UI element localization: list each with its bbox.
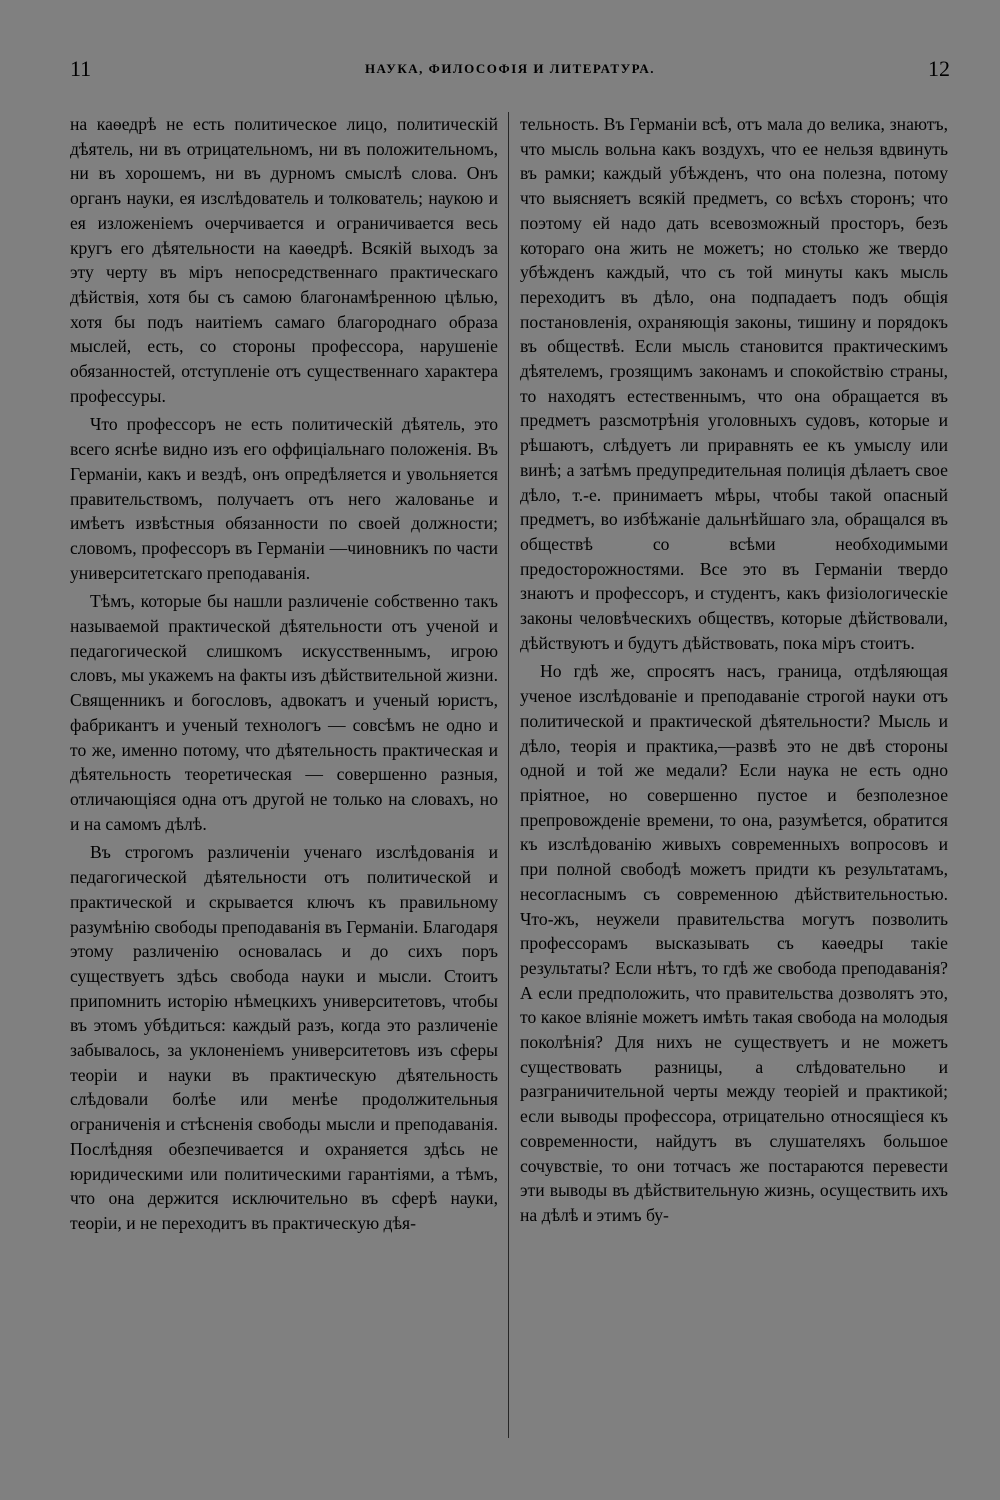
running-header <box>70 56 950 86</box>
column-divider <box>508 112 509 1438</box>
paragraph: Что профессоръ не есть политическій дѣятель, это всего яснѣе видно изъ его оффиціальнаго положенія. Въ Германіи, какъ и вездѣ, онъ опредѣляется и увольняется правительствомъ, получаетъ отъ него жалованье и имѣетъ извѣстныя обязанности по своей должности; словомъ, профессоръ въ Германіи —чиновникъ по части университетскаго преподаванія. <box>70 414 498 583</box>
right-column <box>520 112 948 1228</box>
paragraph: тельность. Въ Германіи всѣ, отъ мала до велика, знаютъ, что мысль вольна какъ воздухъ, что ее нельзя вдвинуть въ рамки; каждый убѣжденъ, что она полезна, потому что выясняетъ всякій предметъ, со всѣхъ сторонъ; что поэтому ей надо дать всевозможный просторъ, безъ котораго она жить не можетъ; но столько же твердо убѣжденъ каждый, что съ той минуты какъ мысль переходитъ въ дѣло, она подпадаетъ подъ общія постановленія, охраняющія законы, тишину и порядокъ въ обществѣ. Если мысль становится практическимъ дѣятелемъ, грозящимъ законамъ и спокойствію страны, то находятъ естественнымъ, что она обращается въ предметъ разсмотрѣнія уголовныхъ судовъ, которые и рѣшаютъ, слѣдуетъ ли приравнять ее къ умыслу или винѣ; а затѣмъ предупредительная полиція дѣлаетъ свое дѣло, т.-е. принимаетъ мѣры, чтобы такой опасный предметъ, во избѣжаніе дальнѣйшаго зла, обращался въ обществѣ со всѣми необходимыми предосторожностями. Все это въ Германіи твердо знаютъ и профессоръ, и студентъ, какъ физіологическіе законы человѣческихъ обществъ, которые дѣйствовали, дѣйствуютъ и будутъ дѣйствовать, пока міръ стоитъ. <box>520 114 948 653</box>
paragraph: Тѣмъ, которые бы нашли различеніе собственно такъ называемой практической дѣятельности отъ ученой и педагогической слишкомъ искусственнымъ, игрою словъ, мы укажемъ на факты изъ дѣйствительной жизни. Священникъ и богословъ, адвокатъ и ученый юристъ, фабрикантъ и ученый технологъ — совсѣмъ не одно и то же, именно потому, что дѣятельность практическая и дѣятельность теоретическая — совершенно разныя, отличающіяся одна отъ другой не только на словахъ, но и на самомъ дѣлѣ. <box>70 591 498 834</box>
left-column <box>70 112 498 1236</box>
paragraph: на каѳедрѣ не есть политическое лицо, политическій дѣятель, ни въ отрицательномъ, ни въ положительномъ, ни въ хорошемъ, ни въ дурномъ смыслѣ слова. Онъ органъ науки, ея изслѣдователь и толкователь; наукою и ея изложеніемъ очерчивается и ограничивается весь кругъ его дѣятельности на каѳедрѣ. Всякій выходъ за эту черту въ міръ непосредственнаго практическаго дѣйствія, хотя бы съ самою благонамѣренною цѣлью, хотя бы подъ наитіемъ самаго благороднаго образа мыслей, есть, со стороны профессора, нарушеніе обязанностей, отступленіе отъ существеннаго характера профессуры. <box>70 114 498 406</box>
paragraph: Въ строгомъ различеніи ученаго изслѣдованія и педагогической дѣятельности отъ политической и практической и скрывается ключъ къ правильному разумѣнію свободы преподаванія въ Германіи. Благодаря этому различенію основалась и до сихъ поръ существуетъ здѣсь свобода науки и мысли. Стоитъ припомнить исторію нѣмецкихъ университетовъ, чтобы въ этомъ убѣдиться: каждый разъ, когда это различеніе забывалось, за уклоненіемъ университетовъ изъ сферы теоріи и науки въ практическую дѣятельность слѣдовали болѣе или менѣе продолжительныя ограниченія и стѣсненія свободы мысли и преподаванія. Послѣдняя обезпечивается и охраняется здѣсь не юридическими или политическими гарантіями, а тѣмъ, что она держится исключительно въ сферѣ науки, теоріи, и не переходитъ въ практическую дѣя- <box>70 842 498 1233</box>
page-number-left: 11 <box>70 56 92 81</box>
page-number-right: 12 <box>928 56 950 81</box>
running-title: НАУКА, ФИЛОСОФІЯ И ЛИТЕРАТУРА. <box>364 61 656 76</box>
paragraph: Но гдѣ же, спросятъ насъ, граница, отдѣляющая ученое изслѣдованіе и преподаваніе строгой науки отъ политической и практической дѣятельности? Мысль и дѣло, теорія и практика,—развѣ это не двѣ стороны одной и той же медали? Если наука не есть одно пріятное, но совершенно пустое и безполезное препровожденіе времени, то она, разумѣется, обратится къ изслѣдованію живыхъ современныхъ вопросовъ и при полной свободѣ можетъ придти къ результатамъ, несогласнымъ съ современною дѣйствительностью. Что-жъ, неужели правительства могутъ позволить профессорамъ высказывать съ каѳедры такіе результаты? Если нѣтъ, то гдѣ же свобода преподаванія? А если предположить, что правительства дозволятъ это, то какое вліяніе можетъ имѣть такая свобода на молодыя поколѣнія? Для нихъ не существуетъ и не можетъ существовать разницы, а слѣдовательно и разграничительной черты между теоріей и практикой; если выводы профессора, отрицательно относящіеся къ современности, найдутъ въ слушателяхъ большое сочувствіе, то они тотчасъ же постараются перевести эти выводы въ дѣйствительную жизнь, осуществить ихъ на дѣлѣ и этимъ бу- <box>520 661 948 1225</box>
